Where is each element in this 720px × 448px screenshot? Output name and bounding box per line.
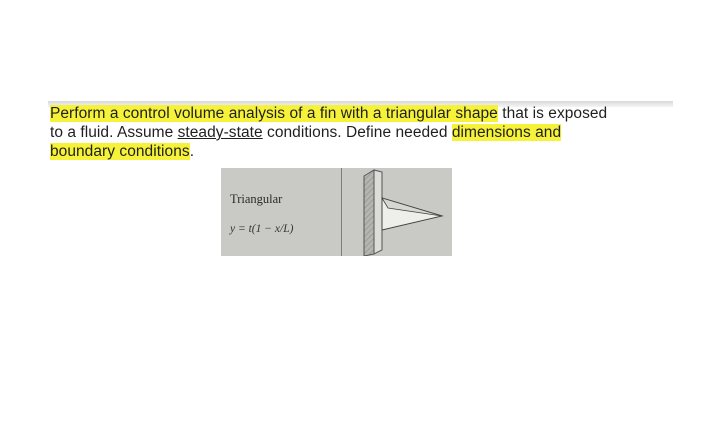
figure-label: Triangular [230,192,283,206]
highlighted-text: Perform a control volume analysis of a fin with a triangular shape [50,105,498,122]
fin-base-wall [364,170,374,256]
problem-statement [50,104,680,161]
highlighted-text: boundary conditions [50,143,190,160]
highlighted-text: dimensions and [451,124,562,141]
plain-text: . [189,143,195,160]
problem-line-1 [50,104,680,123]
underlined-text: steady-state [177,124,263,141]
plain-text: conditions. Define needed [262,124,452,141]
triangular-fin-drawing [342,168,452,256]
plain-text: to a fluid. Assume [50,124,178,141]
problem-line-3 [50,142,680,161]
figure-equation: y = t(1 − x/L) [230,223,294,235]
plain-text: that is exposed [497,105,608,122]
problem-line-2 [50,123,680,142]
fin-figure [221,168,452,256]
